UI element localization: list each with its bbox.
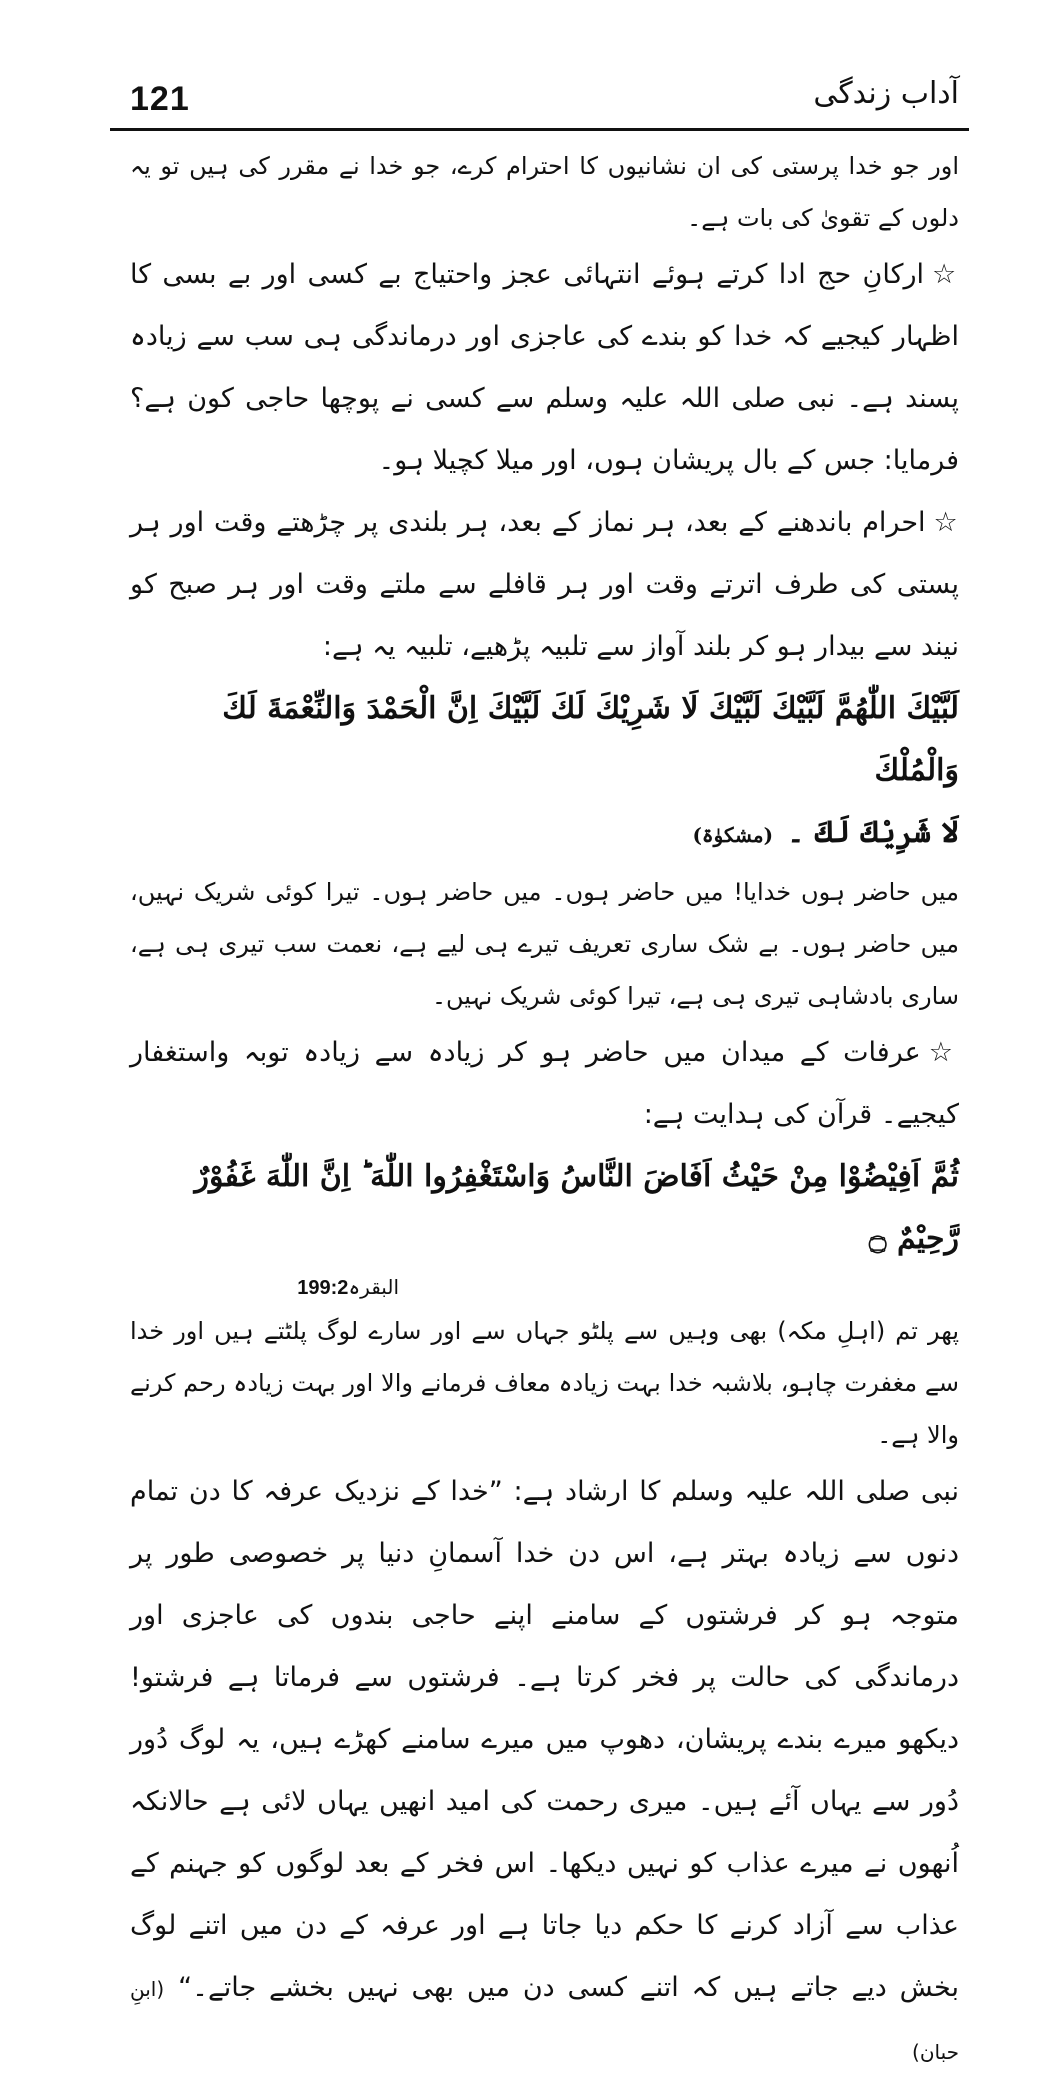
talbiyah-translation: میں حاضر ہوں خدایا! میں حاضر ہوں۔ میں حاضر ہوں۔ تیرا کوئی شریک نہیں، میں حاضر ہوں۔ بے شک ساری تعریف تیرے ہی لیے ہے، نعمت سب تیری ہی ہے، ساری بادشاہی تیری ہی ہے، تیرا کوئی شریک نہیں۔ xyxy=(130,878,959,1010)
quran-ayah: ثُمَّ اَفِيْضُوْا مِنْ حَيْثُ اَفَاضَ النَّاسُ وَاسْتَغْفِرُوا اللّٰهَ ؕ اِنَّ اللّٰهَ غَفُوْرٌ رَّحِيْمٌ ۝ xyxy=(194,1159,959,1256)
talbiyah-arabic-line-1: لَبَّيْكَ اللّٰهُمَّ لَبَّيْكَ لَبَّيْكَ لَا شَرِيْكَ لَكَ لَبَّيْكَ اِنَّ الْحَمْدَ وَالنِّعْمَةَ لَكَ وَالْمُلْكَ xyxy=(222,691,959,788)
paragraph-3 xyxy=(130,492,959,678)
ayah-reference xyxy=(130,1270,959,1305)
header-divider xyxy=(110,128,969,131)
talbiyah-reference: (مشکوٰۃ) xyxy=(692,823,774,847)
talbiyah-line-2-text: لَا شَرِيْكَ لَكَ ۔ xyxy=(787,815,959,850)
ayah-reference-surah: البقرہ xyxy=(348,1275,399,1299)
talbiyah-arabic-line-2 xyxy=(130,802,959,866)
running-title: آداب زندگی xyxy=(813,76,959,111)
page-body xyxy=(130,140,959,2083)
paragraph-3-text: احرام باندھنے کے بعد، ہر نماز کے بعد، ہر بلندی پر چڑھتے وقت اور ہر پستی کی طرف اترتے وقت اور ہر قافلے سے ملتے وقت اور ہر صبح کو نیند سے بیدار ہو کر بلند آواز سے تلبیہ پڑھیے، تلبیہ یہ ہے: xyxy=(130,507,959,662)
paragraph-5 xyxy=(130,1461,959,2083)
paragraph-1: اور جو خدا پرستی کی ان نشانیوں کا احترام کرے، جو خدا نے مقرر کی ہیں تو یہ دلوں کے تقویٰ کی بات ہے۔ xyxy=(130,152,959,232)
paragraph-2 xyxy=(130,244,959,492)
star-bullet-icon: ☆ xyxy=(932,259,959,290)
star-bullet-icon: ☆ xyxy=(933,507,959,538)
paragraph-4 xyxy=(130,1022,959,1146)
paragraph-4-text: عرفات کے میدان میں حاضر ہو کر زیادہ سے زیادہ توبہ واستغفار کیجیے۔ قرآن کی ہدایت ہے: xyxy=(130,1037,959,1130)
ayah-translation: پھر تم (اہلِ مکہ) بھی وہیں سے پلٹو جہاں سے اور سارے لوگ پلٹتے ہیں اور خدا سے مغفرت چاہو، بلاشبہ خدا بہت زیادہ معاف فرمانے والا اور بہت زیادہ رحم کرنے والا ہے۔ xyxy=(130,1317,959,1449)
page-number: 121 xyxy=(130,80,190,118)
page-header xyxy=(130,72,959,132)
ayah-reference-number: 199:2 xyxy=(297,1277,349,1299)
paragraph-2-text: ارکانِ حج ادا کرتے ہوئے انتہائی عجز واحتیاج بے کسی اور بے بسی کا اظہار کیجیے کہ خدا کو بندے کی عاجزی اور درماندگی ہی سب سے زیادہ پسند ہے۔ نبی صلی اللہ علیہ وسلم سے کسی نے پوچھا حاجی کون ہے؟ فرمایا: جس کے بال پریشان ہوں، اور میلا کچیلا ہو۔ xyxy=(130,259,959,476)
paragraph-5-text: نبی صلی اللہ علیہ وسلم کا ارشاد ہے: ”خدا کے نزدیک عرفہ کا دن تمام دنوں سے زیادہ بہتر ہے، اس دن خدا آسمانِ دنیا پر خصوصی طور پر متوجہ ہو کر فرشتوں کے سامنے اپنے حاجی بندوں کی عاجزی اور درماندگی کی حالت پر فخر کرتا ہے۔ فرشتوں سے فرماتا ہے فرشتو! دیکھو میرے بندے پریشان، دھوپ میں میرے سامنے کھڑے ہیں، یہ لوگ دُور دُور سے یہاں آئے ہیں۔ میری رحمت کی امید انھیں یہاں لائی ہے حالانکہ اُنھوں نے میرے عذاب کو نہیں دیکھا۔ اس فخر کے بعد لوگوں کو جہنم کے عذاب سے آزاد کرنے کا حکم دیا جاتا ہے اور عرفہ کے دن میں اتنے لوگ بخش دیے جاتے ہیں کہ اتنے کسی دن میں بھی نہیں بخشے جاتے۔“ xyxy=(130,1476,960,2003)
hadith-reference: (ابنِ حبان) xyxy=(130,1977,959,2064)
star-bullet-icon: ☆ xyxy=(928,1037,959,1068)
